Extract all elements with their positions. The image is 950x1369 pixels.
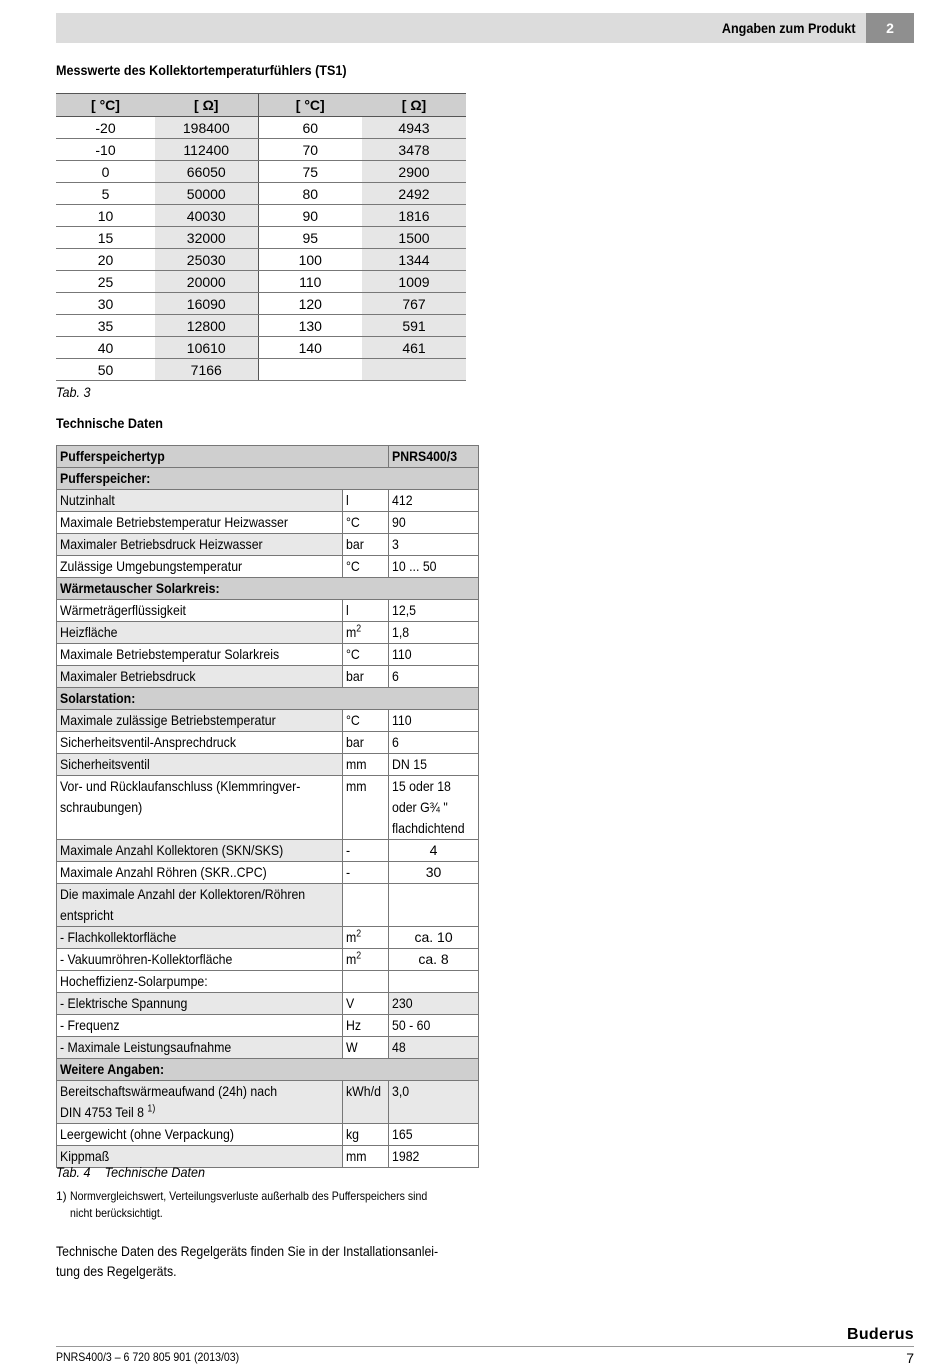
row-unit: mm [345, 756, 367, 772]
table-row [57, 776, 479, 840]
resistance-cell: 4943 [362, 117, 466, 139]
section-label: Solarstation: [60, 690, 136, 706]
row-label: Hocheffizienz-Solarpumpe: [60, 973, 208, 989]
row-unit: bar [345, 734, 364, 750]
temperature-cell: 25 [56, 271, 155, 293]
resistance-cell [362, 359, 466, 381]
temperature-cell: 80 [258, 183, 362, 205]
table-row [57, 534, 479, 556]
section-row [57, 468, 479, 490]
row-unit: l [345, 602, 349, 618]
section-row [57, 688, 479, 710]
row-label: Kippmaß [60, 1148, 110, 1164]
row-label-line1: Bereitschaftswärmeaufwand (24h) nach [60, 1083, 278, 1099]
temperature-cell: 120 [258, 293, 362, 315]
table1-title: Messwerte des Kollektortemperaturfühlers (TS1) [56, 62, 347, 78]
row-label: Maximale zulässige Betriebstemperatur [60, 712, 276, 728]
row-label: Wärmeträgerflüssigkeit [60, 602, 186, 618]
resistance-cell: 591 [362, 315, 466, 337]
section-label: Weitere Angaben: [60, 1061, 165, 1077]
table-row [57, 490, 479, 512]
resistance-cell: 25030 [155, 249, 258, 271]
row-label: Sicherheitsventil [60, 756, 150, 772]
row-label: - Frequenz [60, 1017, 120, 1033]
row-unit: $m^2$ [345, 623, 361, 640]
header-title: Angaben zum Produkt [722, 20, 856, 36]
resistance-cell: 2492 [362, 183, 466, 205]
row-value: 12,5 [392, 602, 417, 618]
col-header-ohm: [ Ω] [362, 94, 466, 117]
footnote-number: 1) [56, 1189, 67, 1203]
row-label-line1: Vor- und Rücklaufanschluss (Klemmringver- [60, 778, 301, 794]
brand-logo: Buderus [847, 1326, 914, 1343]
col-header-temp: [ °C] [56, 94, 155, 117]
table-row [57, 622, 479, 644]
header-value: PNRS400/3 [392, 448, 458, 464]
table-row [57, 949, 479, 971]
document-number: PNRS400/3 – 6 720 805 901 (2013/03) [56, 1350, 240, 1364]
row-value-line3: flachdichtend [392, 820, 465, 836]
footnote [56, 1188, 476, 1222]
col-header-ohm: [ Ω] [155, 94, 258, 117]
row-unit: - [345, 864, 350, 880]
page-header [56, 13, 914, 43]
table-row [56, 139, 466, 161]
temperature-cell: -10 [56, 139, 155, 161]
row-value: 4 [429, 842, 438, 858]
row-value: 3 [392, 536, 400, 552]
row-label: Sicherheitsventil-Ansprechdruck [60, 734, 236, 750]
table-row [56, 161, 466, 183]
table-row [56, 183, 466, 205]
row-value: 1,8 [392, 624, 410, 640]
row-label-line2: entspricht [60, 907, 114, 923]
resistance-cell: 16090 [155, 293, 258, 315]
table-row [56, 227, 466, 249]
temperature-cell: 0 [56, 161, 155, 183]
row-value: ca. 10 [414, 929, 453, 945]
row-unit: W [345, 1039, 358, 1055]
resistance-cell: 198400 [155, 117, 258, 139]
temperature-cell: 30 [56, 293, 155, 315]
section-label: Pufferspeicher: [60, 470, 151, 486]
table2-caption: Tab. 4 Technische Daten [56, 1164, 205, 1180]
row-unit: °C [345, 558, 360, 574]
row-value: 10 ... 50 [392, 558, 437, 574]
header-label: Pufferspeichertyp [60, 448, 165, 464]
footnote-line2: nicht berücksichtigt. [70, 1206, 163, 1220]
resistance-cell: 7166 [155, 359, 258, 381]
table-row [56, 249, 466, 271]
temperature-cell: 110 [258, 271, 362, 293]
row-unit: Hz [345, 1017, 361, 1033]
table-row [57, 710, 479, 732]
row-unit: mm [345, 778, 367, 794]
row-value: 6 [392, 734, 400, 750]
footnote-line1: Normvergleichswert, Verteilungsverluste außerhalb des Pufferspeichers sind [70, 1189, 428, 1203]
row-label-line2: DIN 4753 Teil 8 $^{1)}$ [60, 1103, 156, 1120]
row-value: 230 [392, 995, 413, 1011]
resistance-cell: 2900 [362, 161, 466, 183]
resistance-cell: 767 [362, 293, 466, 315]
temperature-cell: 20 [56, 249, 155, 271]
temperature-cell: 5 [56, 183, 155, 205]
table-row [57, 754, 479, 776]
resistance-cell: 66050 [155, 161, 258, 183]
table-row [57, 993, 479, 1015]
row-unit: °C [345, 712, 360, 728]
temperature-cell: 70 [258, 139, 362, 161]
table-row [56, 117, 466, 139]
table-row [57, 666, 479, 688]
resistance-cell: 1500 [362, 227, 466, 249]
row-label: Zulässige Umgebungstemperatur [60, 558, 243, 574]
table-row [56, 293, 466, 315]
table-row [56, 315, 466, 337]
section-label: Wärmetauscher Solarkreis: [60, 580, 220, 596]
temperature-cell: 35 [56, 315, 155, 337]
resistance-cell: 40030 [155, 205, 258, 227]
table-row [57, 1081, 479, 1124]
table-row [57, 971, 479, 993]
col-header-temp: [ °C] [258, 94, 362, 117]
table2-title: Technische Daten [56, 415, 163, 431]
row-value: 90 [392, 514, 406, 530]
row-unit: °C [345, 646, 360, 662]
row-value: 50 - 60 [392, 1017, 431, 1033]
resistance-cell: 12800 [155, 315, 258, 337]
row-unit: kg [345, 1126, 359, 1142]
row-label: Heizfläche [60, 624, 118, 640]
table-row [56, 271, 466, 293]
row-label: - Elektrische Spannung [60, 995, 188, 1011]
row-unit: l [345, 492, 349, 508]
resistance-cell: 3478 [362, 139, 466, 161]
section-row [57, 578, 479, 600]
temperature-cell: 50 [56, 359, 155, 381]
row-unit: $m^2$ [345, 928, 361, 945]
row-value: ca. 8 [418, 951, 449, 967]
temperature-cell: -20 [56, 117, 155, 139]
regulator-note [56, 1241, 476, 1281]
resistance-cell: 461 [362, 337, 466, 359]
row-label: Leergewicht (ohne Verpackung) [60, 1126, 234, 1142]
chapter-number: 2 [866, 13, 914, 43]
table-row [57, 1015, 479, 1037]
table-row [57, 600, 479, 622]
row-label: Maximaler Betriebsdruck [60, 668, 196, 684]
resistance-cell: 1344 [362, 249, 466, 271]
temperature-cell: 90 [258, 205, 362, 227]
resistance-cell: 1816 [362, 205, 466, 227]
temperature-cell: 10 [56, 205, 155, 227]
row-label: Maximaler Betriebsdruck Heizwasser [60, 536, 263, 552]
table-row [56, 205, 466, 227]
row-value: 412 [392, 492, 413, 508]
row-value: 110 [392, 712, 412, 728]
table-row [57, 512, 479, 534]
resistance-cell: 32000 [155, 227, 258, 249]
row-label-line1: Die maximale Anzahl der Kollektoren/Röhren [60, 886, 306, 902]
row-value-line1: 15 oder 18 [392, 778, 452, 794]
row-unit: bar [345, 536, 364, 552]
temperature-cell [258, 359, 362, 381]
row-label-line2: schraubungen) [60, 799, 143, 815]
note-line1: Technische Daten des Regelgeräts finden Sie in der Installationsanlei- [56, 1243, 439, 1259]
temperature-cell: 100 [258, 249, 362, 271]
table-row [57, 862, 479, 884]
temperature-cell: 60 [258, 117, 362, 139]
row-value: 3,0 [392, 1083, 410, 1099]
resistance-cell: 50000 [155, 183, 258, 205]
table-row [57, 644, 479, 666]
temperature-cell: 95 [258, 227, 362, 249]
table-header-row [57, 446, 479, 468]
row-value: DN 15 [392, 756, 428, 772]
table-row [57, 1124, 479, 1146]
footer-divider [56, 1346, 914, 1347]
table-row [57, 556, 479, 578]
row-label: Maximale Anzahl Röhren (SKR..CPC) [60, 864, 267, 880]
row-unit: bar [345, 668, 364, 684]
page-number: 7 [906, 1350, 914, 1366]
row-value: 1982 [392, 1148, 420, 1164]
temperature-cell: 75 [258, 161, 362, 183]
row-label: - Maximale Leistungsaufnahme [60, 1039, 232, 1055]
row-label: Maximale Anzahl Kollektoren (SKN/SKS) [60, 842, 284, 858]
resistance-cell: 1009 [362, 271, 466, 293]
table-header-row [56, 94, 466, 117]
row-unit: $m^2$ [345, 950, 361, 967]
temperature-cell: 15 [56, 227, 155, 249]
table1-caption: Tab. 3 [56, 384, 91, 400]
row-unit: kWh/d [345, 1083, 381, 1099]
temperature-cell: 40 [56, 337, 155, 359]
row-unit: °C [345, 514, 360, 530]
row-label: Maximale Betriebstemperatur Heizwasser [60, 514, 289, 530]
table-row [57, 840, 479, 862]
technical-data-table [56, 445, 479, 1168]
resistance-cell: 112400 [155, 139, 258, 161]
resistance-cell: 10610 [155, 337, 258, 359]
table-row [57, 927, 479, 949]
table-row [56, 337, 466, 359]
table-row [56, 359, 466, 381]
sensor-values-table [56, 93, 466, 381]
row-value: 48 [392, 1039, 406, 1055]
table-body [56, 117, 466, 381]
note-line2: tung des Regelgeräts. [56, 1263, 177, 1279]
row-value: 30 [425, 864, 442, 880]
table-row [57, 732, 479, 754]
row-label: Nutzinhalt [60, 492, 115, 508]
row-unit: V [345, 995, 354, 1011]
row-value: 110 [392, 646, 412, 662]
table-row [57, 884, 479, 927]
table-row [57, 1037, 479, 1059]
row-label: - Vakuumröhren-Kollektorfläche [60, 951, 233, 967]
resistance-cell: 20000 [155, 271, 258, 293]
temperature-cell: 140 [258, 337, 362, 359]
row-value: 6 [392, 668, 400, 684]
row-value-line2: oder G¾ " [392, 799, 449, 815]
row-label: - Flachkollektorfläche [60, 929, 177, 945]
row-unit: - [345, 842, 350, 858]
temperature-cell: 130 [258, 315, 362, 337]
section-row [57, 1059, 479, 1081]
row-value: 165 [392, 1126, 413, 1142]
row-unit: mm [345, 1148, 367, 1164]
row-label: Maximale Betriebstemperatur Solarkreis [60, 646, 280, 662]
